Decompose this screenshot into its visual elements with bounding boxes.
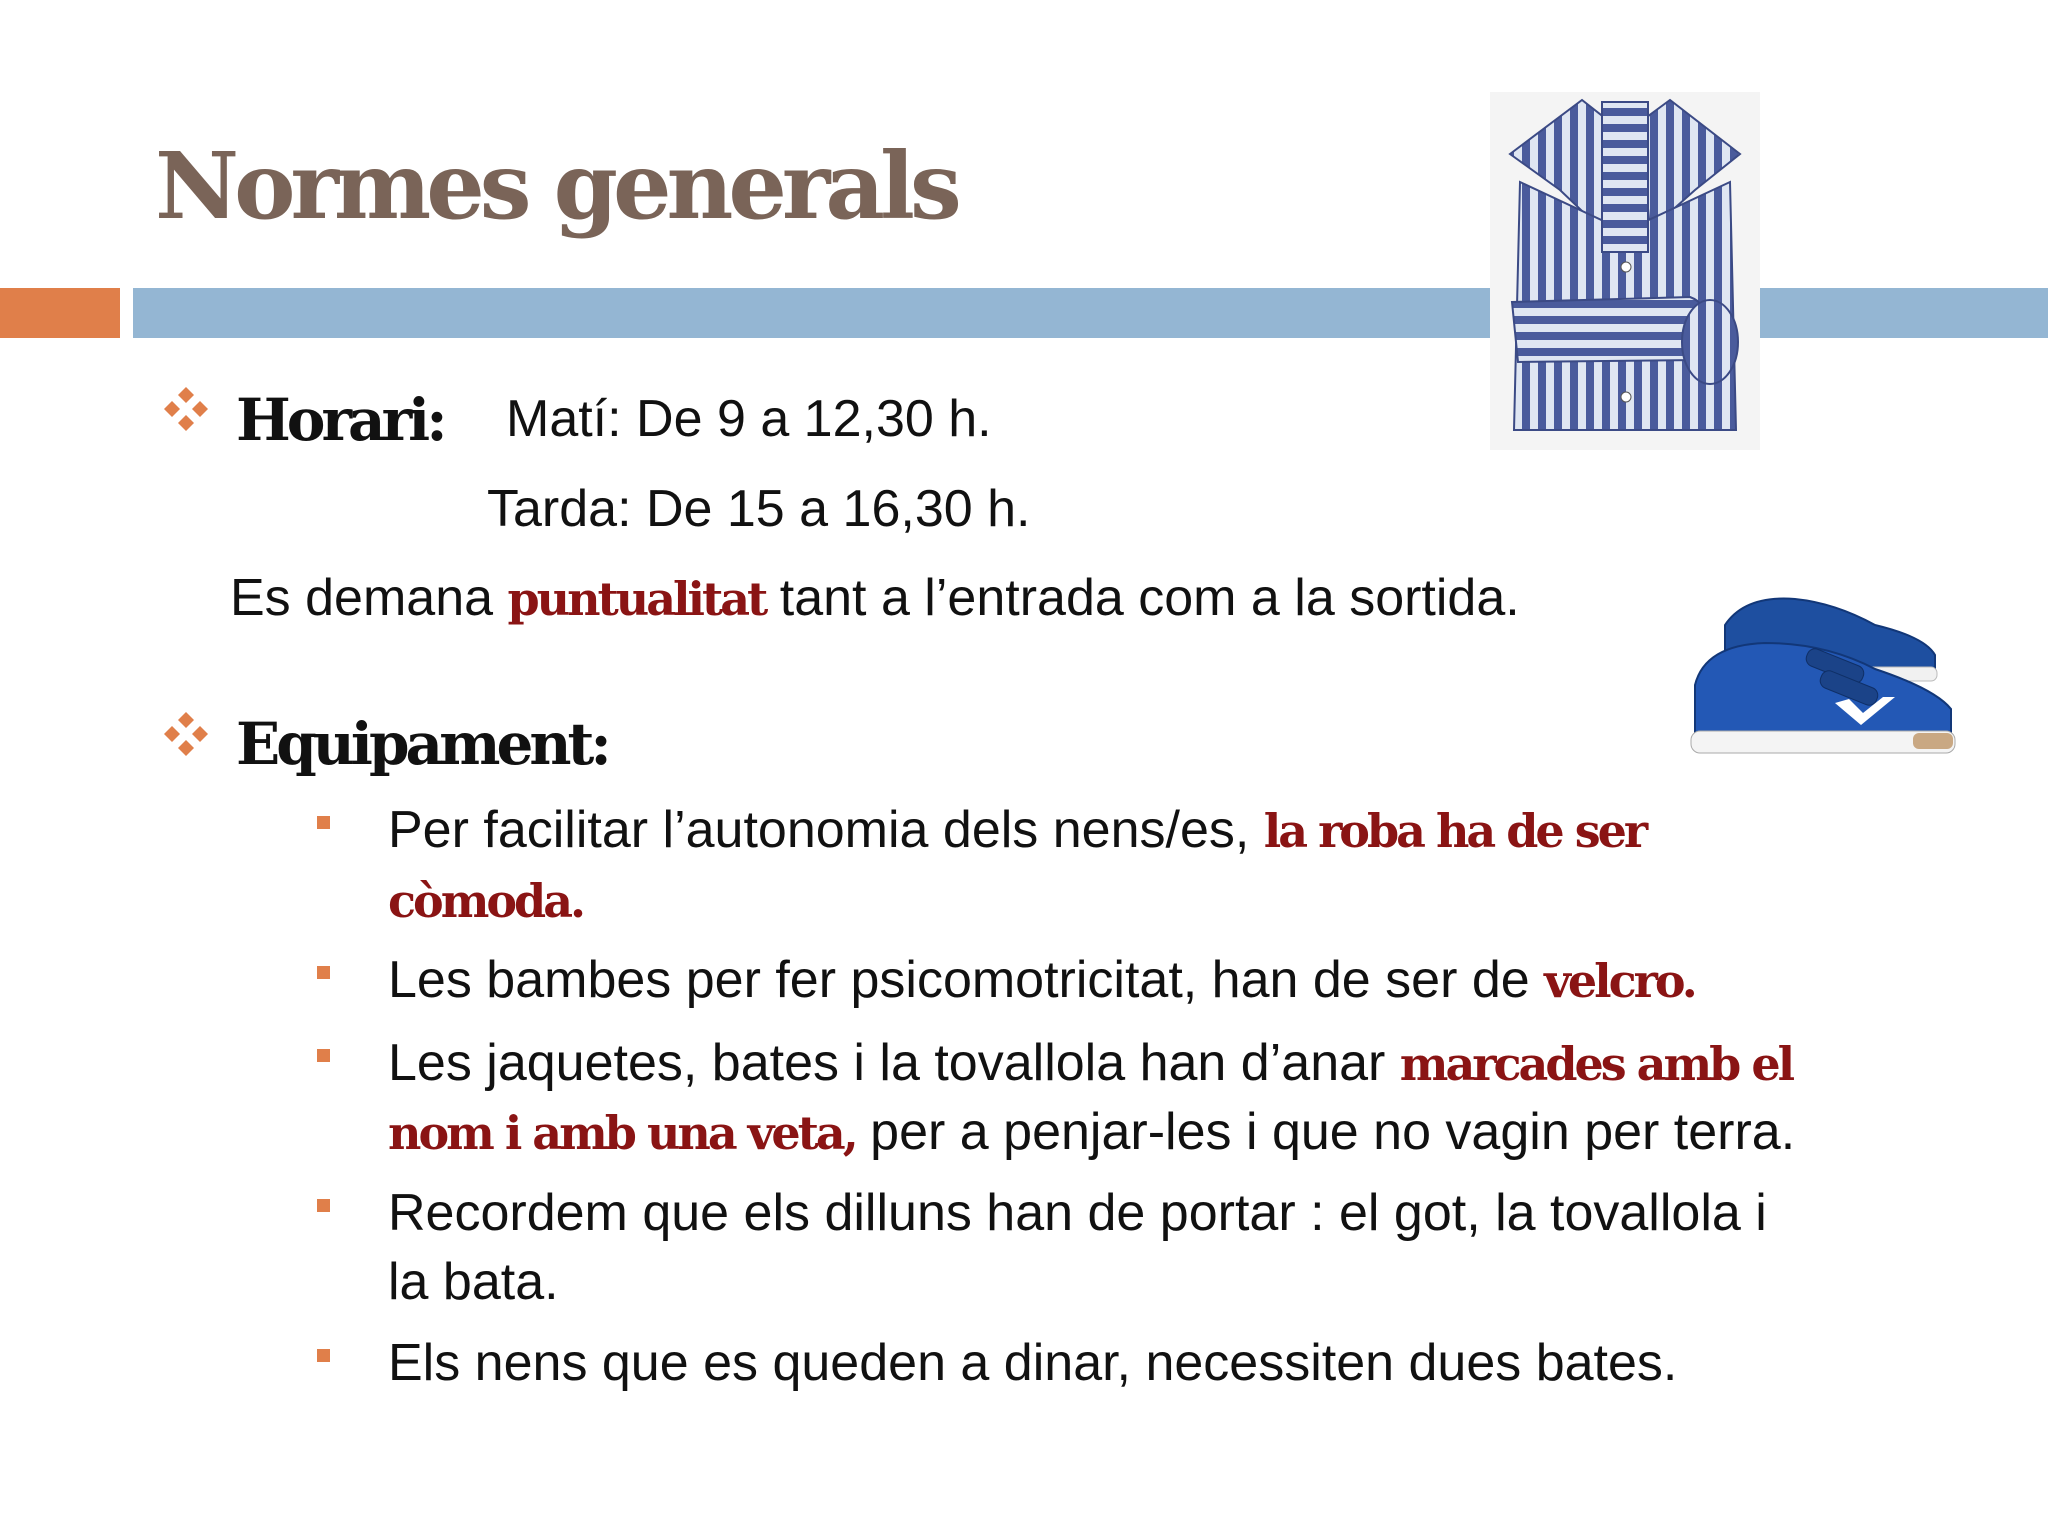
diamond-bullet-icon <box>160 708 212 760</box>
square-bullet-icon <box>317 1349 330 1362</box>
punctuality-post: tant a l’entrada com a la sortida. <box>765 569 1520 627</box>
equip-item-4-line-2: la bata. <box>388 1253 559 1311</box>
diamond-bullet-icon <box>160 383 212 435</box>
equip-item-2-text: Les bambes per fer psicomotricitat, han de ser de <box>388 951 1545 1009</box>
accent-bar-orange <box>0 288 120 338</box>
horari-mati: Matí: De 9 a 12,30 h. <box>506 390 992 448</box>
square-bullet-icon <box>317 966 330 979</box>
punctuality-pre: Es demana <box>230 569 508 627</box>
equip-item-2 <box>388 951 1695 1009</box>
equip-item-1-line-1 <box>388 801 1646 859</box>
equip-item-2-emphasis: velcro. <box>1544 954 1695 1008</box>
equip-item-1-emphasis-2: còmoda. <box>388 874 584 928</box>
equip-item-5: Els nens que es queden a dinar, necessiten dues bates. <box>388 1334 1678 1392</box>
punctuality-line <box>230 569 1520 627</box>
equip-item-3-text: Les jaquetes, bates i la tovallola han d’anar <box>388 1034 1400 1092</box>
square-bullet-icon <box>317 816 330 829</box>
accent-bar-blue-left <box>133 288 1490 338</box>
punctuality-emphasis: puntualitat <box>507 572 766 626</box>
slide-title: Normes generals <box>155 132 957 240</box>
horari-heading: Horari: <box>236 386 444 454</box>
velcro-sneakers-icon <box>1685 585 1975 765</box>
equip-item-4-line-1: Recordem que els dilluns han de portar : el got, la tovallola i <box>388 1184 1767 1242</box>
equip-item-3-emphasis-2: nom i amb una veta, <box>388 1106 856 1160</box>
accent-bar-blue-right <box>1760 288 2048 338</box>
striped-shirt-icon <box>1490 92 1760 450</box>
equip-item-1-line-2 <box>388 874 583 926</box>
square-bullet-icon <box>317 1199 330 1212</box>
equip-item-3-line-2 <box>388 1103 1796 1161</box>
square-bullet-icon <box>317 1049 330 1062</box>
equip-item-3-emphasis: marcades amb el <box>1399 1037 1793 1091</box>
equipament-heading: Equipament: <box>236 710 608 778</box>
equip-item-3-line-1 <box>388 1034 1793 1092</box>
equip-item-1-emphasis: la roba ha de ser <box>1263 804 1646 858</box>
horari-tarda: Tarda: De 15 a 16,30 h. <box>487 480 1031 538</box>
equip-item-3-text-2: per a penjar-les i que no vagin per terra. <box>855 1103 1796 1161</box>
equip-item-1-text: Per facilitar l’autonomia dels nens/es, <box>388 801 1264 859</box>
